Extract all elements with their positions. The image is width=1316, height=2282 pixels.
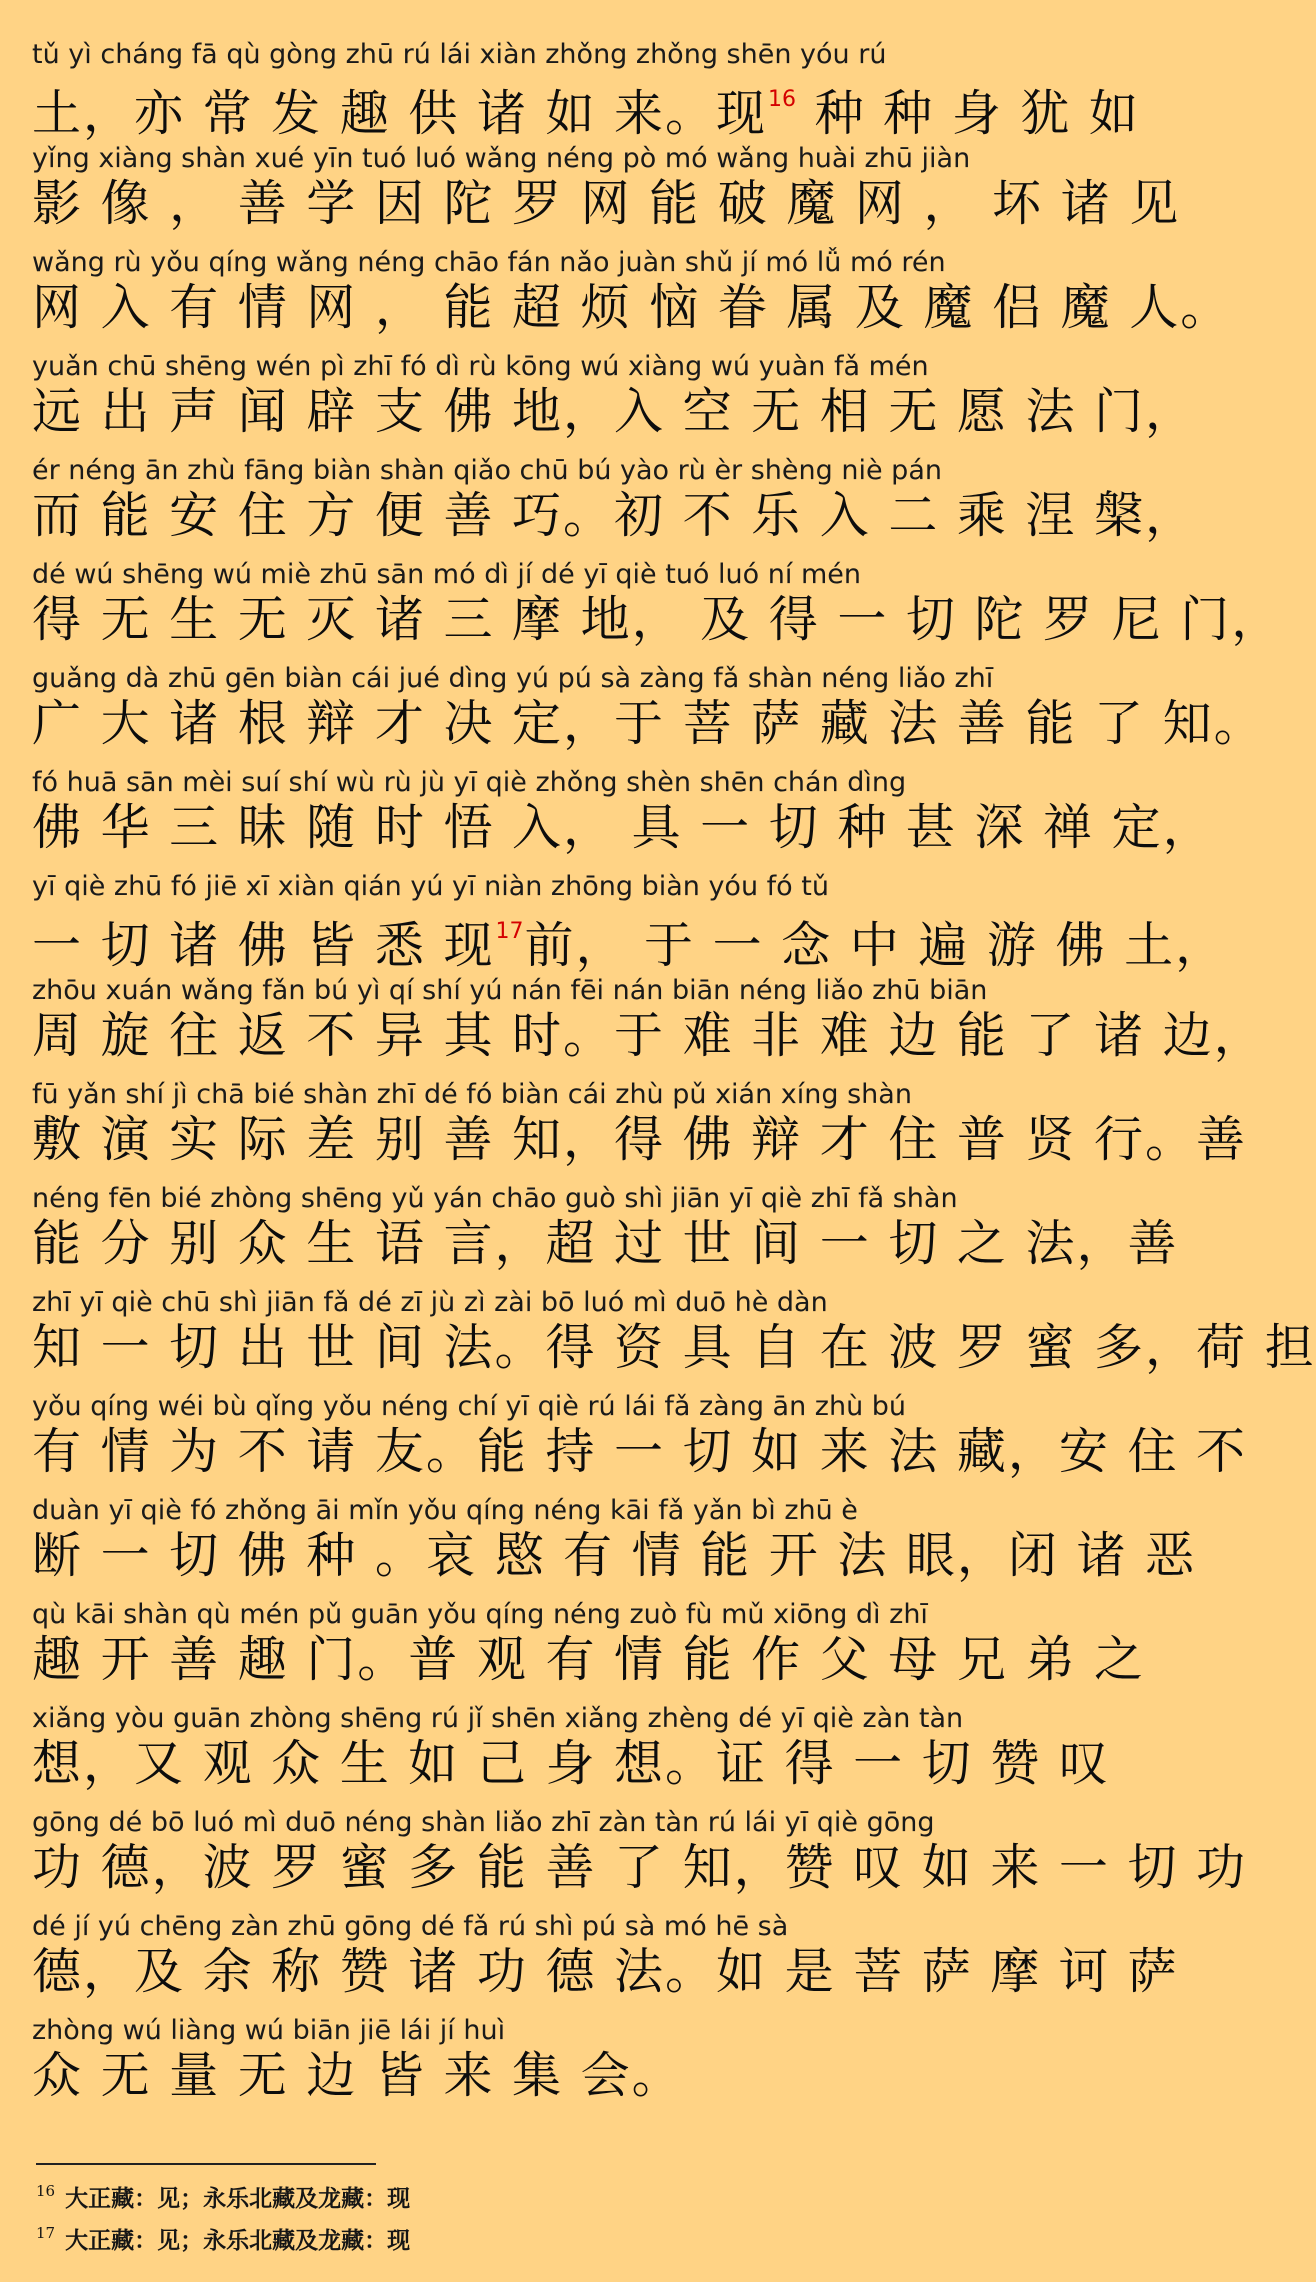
pinyin-annotation: fó huā sān mèi suí shí wù rù jù yī qiè zhǒng shèn shēn chán dìng bbox=[32, 767, 907, 798]
text-line bbox=[32, 1578, 1146, 1688]
hanzi-segment: 得 无 生 无 灭 诸 三 摩 地， 及 得 一 切 陀 罗 尼 门， bbox=[32, 591, 1283, 648]
hanzi-segment: 德，及 余 称 赞 诸 功 德 法。如 是 菩 萨 摩 诃 萨 bbox=[32, 1943, 1179, 2000]
pinyin-annotation: qù kāi shàn qù mén pǔ guān yǒu qíng néng zuò fù mǔ xiōng dì zhī bbox=[32, 1599, 928, 1630]
hanzi-segment: 功 德，波 罗 蜜 多 能 善 了 知，赞 叹 如 来 一 切 功 bbox=[32, 1839, 1248, 1896]
text-line bbox=[32, 434, 1197, 544]
hanzi-segment: 种 种 身 犹 如 bbox=[797, 85, 1140, 142]
pinyin-annotation: zhī yī qiè chū shì jiān fǎ dé zī jù zì zài bō luó mì duō hè dàn bbox=[32, 1287, 828, 1318]
hanzi-segment: 周 旋 往 返 不 异 其 时。于 难 非 难 边 能 了 诸 边， bbox=[32, 1007, 1265, 1064]
scripture-text bbox=[32, 18, 1316, 2104]
hanzi-segment: 而 能 安 住 方 便 善 巧。初 不 乐 入 二 乘 涅 槃， bbox=[32, 487, 1197, 544]
footnote-item bbox=[36, 2174, 410, 2216]
text-line bbox=[32, 226, 1232, 336]
text-line bbox=[32, 1474, 1197, 1584]
hanzi-text bbox=[32, 1632, 1145, 1688]
hanzi-text bbox=[32, 800, 1214, 856]
pinyin-annotation: duàn yī qiè fó zhǒng āi mǐn yǒu qíng néng kāi fǎ yǎn bì zhū è bbox=[32, 1495, 858, 1526]
hanzi-text bbox=[32, 1840, 1247, 1896]
hanzi-text bbox=[32, 696, 1265, 752]
pinyin-annotation: zhōu xuán wǎng fǎn bú yì qí shí yú nán fēi nán biān néng liǎo zhū biān bbox=[32, 975, 988, 1006]
text-line bbox=[32, 1890, 1179, 2000]
hanzi-segment: 断 一 切 佛 种 。哀 愍 有 情 能 开 法 眼，闭 诸 恶 bbox=[32, 1527, 1197, 1584]
pinyin-annotation: dé jí yú chēng zàn zhū gōng dé fǎ rú shì pú sà mó hē sà bbox=[32, 1911, 789, 1942]
text-line bbox=[32, 122, 1181, 232]
pinyin-annotation: fū yǎn shí jì chā bié shàn zhī dé fó biàn cái zhù pǔ xián xíng shàn bbox=[32, 1079, 912, 1110]
footnote-text: 大正藏：见；永乐北藏及龙藏：现 bbox=[65, 2227, 411, 2254]
pinyin-annotation: ér néng ān zhù fāng biàn shàn qiǎo chū bú yào rù èr shèng niè pán bbox=[32, 455, 942, 486]
pinyin-annotation: néng fēn bié zhòng shēng yǔ yán chāo guò shì jiān yī qiè zhī fǎ shàn bbox=[32, 1183, 958, 1214]
hanzi-text bbox=[32, 1320, 1316, 1376]
text-line bbox=[32, 1682, 1110, 1792]
hanzi-text bbox=[32, 2048, 683, 2104]
pinyin-annotation: xiǎng yòu guān zhòng shēng rú jǐ shēn xiǎng zhèng dé yī qiè zàn tàn bbox=[32, 1703, 964, 1734]
hanzi-segment: 敷 演 实 际 差 别 善 知，得 佛 辩 才 住 普 贤 行。善 bbox=[32, 1111, 1248, 1168]
hanzi-segment: 土，亦 常 发 趣 供 诸 如 来。现 bbox=[32, 85, 768, 142]
pinyin-annotation: guǎng dà zhū gēn biàn cái jué dìng yú pú sà zàng fǎ shàn néng liǎo zhī bbox=[32, 663, 994, 694]
hanzi-segment: 众 无 量 无 边 皆 来 集 会。 bbox=[32, 2047, 683, 2104]
footnotes bbox=[36, 2174, 410, 2258]
hanzi-text bbox=[32, 1424, 1247, 1480]
footnote-divider bbox=[36, 2163, 376, 2165]
text-line bbox=[32, 850, 1227, 974]
footnote-marker: 16 bbox=[768, 87, 797, 112]
hanzi-text bbox=[32, 1528, 1196, 1584]
text-line bbox=[32, 954, 1265, 1064]
pinyin-annotation: gōng dé bō luó mì duō néng shàn liǎo zhī zàn tàn rú lái yī qiè gōng bbox=[32, 1807, 935, 1838]
text-line bbox=[32, 1162, 1179, 1272]
pinyin-annotation: tǔ yì cháng fā qù gòng zhū rú lái xiàn zhǒng zhǒng shēn yóu rú bbox=[32, 39, 887, 70]
hanzi-segment: 想，又 观 众 生 如 己 身 想。证 得 一 切 赞 叹 bbox=[32, 1735, 1110, 1792]
footnote-number: 17 bbox=[36, 2224, 56, 2242]
hanzi-segment: 能 分 别 众 生 语 言，超 过 世 间 一 切 之 法，善 bbox=[32, 1215, 1179, 1272]
footnote-text: 大正藏：见；永乐北藏及龙藏：现 bbox=[65, 2185, 411, 2212]
hanzi-text bbox=[32, 1216, 1178, 1272]
pinyin-annotation: yǐng xiàng shàn xué yīn tuó luó wǎng néng pò mó wǎng huài zhū jiàn bbox=[32, 143, 971, 174]
hanzi-text bbox=[32, 1008, 1265, 1064]
hanzi-segment: 趣 开 善 趣 门。普 观 有 情 能 作 父 母 兄 弟 之 bbox=[32, 1631, 1146, 1688]
pinyin-annotation: dé wú shēng wú miè zhū sān mó dì jí dé yī qiè tuó luó ní mén bbox=[32, 559, 861, 590]
text-line bbox=[32, 18, 1140, 142]
hanzi-segment: 有 情 为 不 请 友。能 持 一 切 如 来 法 藏，安 住 不 bbox=[32, 1423, 1248, 1480]
text-line bbox=[32, 538, 1283, 648]
hanzi-segment: 佛 华 三 昧 随 时 悟 入， 具 一 切 种 甚 深 禅 定， bbox=[32, 799, 1214, 856]
hanzi-text bbox=[32, 488, 1196, 544]
hanzi-text bbox=[32, 384, 1196, 440]
footnote-item bbox=[36, 2216, 410, 2258]
hanzi-segment: 知 一 切 出 世 间 法。得 资 具 自 在 波 罗 蜜 多，荷 担 bbox=[32, 1319, 1316, 1376]
pinyin-annotation: zhòng wú liàng wú biān jiē lái jí huì bbox=[32, 2015, 506, 2046]
hanzi-segment: 远 出 声 闻 辟 支 佛 地，入 空 无 相 无 愿 法 门， bbox=[32, 383, 1197, 440]
hanzi-text bbox=[32, 280, 1231, 336]
hanzi-text bbox=[32, 1944, 1178, 2000]
hanzi-segment: 前， 于 一 念 中 遍 游 佛 土， bbox=[524, 917, 1227, 974]
hanzi-text bbox=[32, 1112, 1247, 1168]
footnote-number: 16 bbox=[36, 2182, 56, 2200]
hanzi-segment: 一 切 诸 佛 皆 悉 现 bbox=[32, 917, 495, 974]
hanzi-text bbox=[32, 1736, 1110, 1792]
text-line bbox=[32, 1058, 1248, 1168]
text-line bbox=[32, 1370, 1248, 1480]
hanzi-segment: 影 像 ， 善 学 因 陀 罗 网 能 破 魔 网 ， 坏 诸 见 bbox=[32, 175, 1181, 232]
text-line bbox=[32, 746, 1214, 856]
hanzi-segment: 网 入 有 情 网 ， 能 超 烦 恼 眷 属 及 魔 侣 魔 人。 bbox=[32, 279, 1232, 336]
text-line bbox=[32, 330, 1197, 440]
pinyin-annotation: wǎng rù yǒu qíng wǎng néng chāo fán nǎo juàn shǔ jí mó lǚ mó rén bbox=[32, 247, 946, 278]
text-line bbox=[32, 1786, 1248, 1896]
text-line bbox=[32, 642, 1265, 752]
pinyin-annotation: yǒu qíng wéi bù qǐng yǒu néng chí yī qiè rú lái fǎ zàng ān zhù bú bbox=[32, 1391, 907, 1422]
footnote-marker: 17 bbox=[495, 919, 524, 944]
pinyin-annotation: yuǎn chū shēng wén pì zhī fó dì rù kōng wú xiàng wú yuàn fǎ mén bbox=[32, 351, 929, 382]
hanzi-text bbox=[32, 176, 1180, 232]
hanzi-segment: 广 大 诸 根 辩 才 决 定，于 菩 萨 藏 法 善 能 了 知。 bbox=[32, 695, 1265, 752]
hanzi-text bbox=[32, 592, 1282, 648]
text-line bbox=[32, 1266, 1316, 1376]
text-line bbox=[32, 1994, 1052, 2104]
pinyin-annotation: yī qiè zhū fó jiē xī xiàn qián yú yī niàn zhōng biàn yóu fó tǔ bbox=[32, 871, 829, 902]
